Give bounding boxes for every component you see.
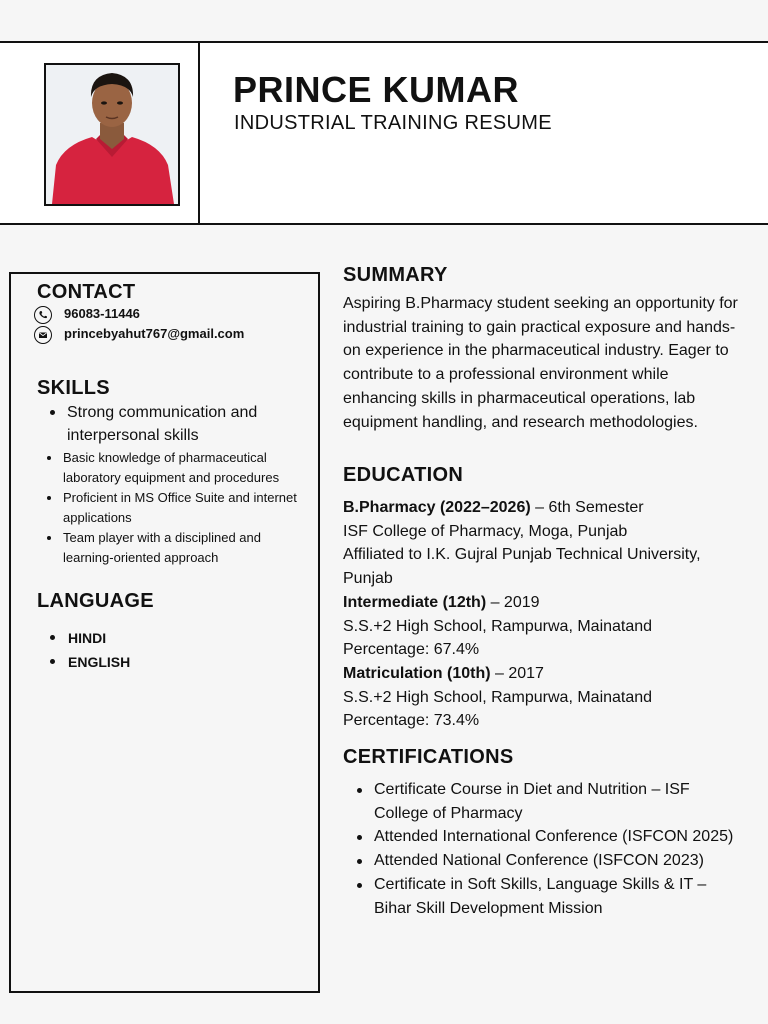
- profile-photo: [44, 63, 180, 206]
- resume-header: [0, 41, 768, 225]
- education-line: Percentage: 67.4%: [343, 641, 480, 659]
- education-degree: Intermediate (12th): [343, 593, 487, 611]
- contact-phone: [34, 306, 140, 324]
- skills-list-primary: [48, 401, 298, 447]
- resume-name: PRINCE KUMAR: [233, 69, 520, 110]
- language-item: HINDI: [48, 626, 130, 650]
- skill-item: Basic knowledge of pharmaceutical laboratory equipment and procedures: [45, 448, 315, 488]
- skills-list-secondary: [45, 448, 315, 568]
- skill-item: Strong communication and interpersonal skills: [48, 401, 298, 447]
- education-line: ISF College of Pharmacy, Moga, Punjab: [343, 522, 628, 540]
- skills-heading: SKILLS: [37, 377, 110, 399]
- certification-item: Certificate Course in Diet and Nutrition – ISF College of Pharmacy: [356, 778, 746, 825]
- education-degree: Matriculation (10th): [343, 664, 491, 682]
- education-heading: EDUCATION: [343, 464, 464, 486]
- contact-phone-text: 96083-11446: [64, 306, 140, 321]
- skill-item: Proficient in MS Office Suite and internet applications: [45, 488, 315, 528]
- contact-email-text: princebyahut767@gmail.com: [64, 326, 245, 341]
- education-entry: [343, 496, 743, 520]
- summary-text: Aspiring B.Pharmacy student seeking an opportunity for industrial training to gain practical exposure and hands-on experience in the pharmaceutical industry. Eager to contribute to a professional environment while enhancing skills in pharmaceutical operations, lab equipment handling, and research methodologies.: [343, 295, 738, 431]
- contact-email: [34, 324, 254, 344]
- education-block: [343, 496, 743, 733]
- language-list: [48, 626, 130, 674]
- language-item: ENGLISH: [48, 650, 130, 674]
- certifications-heading: CERTIFICATIONS: [343, 746, 514, 768]
- certification-item: Certificate in Soft Skills, Language Skills & IT – Bihar Skill Development Mission: [356, 873, 746, 920]
- contact-heading: CONTACT: [37, 281, 136, 303]
- education-line: S.S.+2 High School, Rampurwa, Mainatand: [343, 688, 653, 706]
- certification-item: Attended International Conference (ISFCON 2025): [356, 825, 746, 849]
- education-detail: – 6th Semester: [530, 499, 644, 516]
- phone-icon: [34, 306, 52, 324]
- education-degree: B.Pharmacy (2022–2026): [343, 499, 531, 516]
- email-icon: [34, 326, 52, 344]
- education-line: S.S.+2 High School, Rampurwa, Mainatand: [343, 617, 653, 635]
- header-divider: [198, 43, 200, 223]
- skill-item: Team player with a disciplined and learning-oriented approach: [45, 528, 315, 568]
- education-line: Affiliated to I.K. Gujral Punjab Technical University, Punjab: [343, 546, 701, 588]
- education-line: Percentage: 73.4%: [343, 712, 480, 730]
- education-entry: [343, 591, 743, 615]
- education-detail: – 2019: [486, 593, 540, 611]
- certifications-list: [356, 778, 746, 920]
- summary-heading: SUMMARY: [343, 264, 448, 286]
- education-detail: – 2017: [490, 664, 544, 682]
- language-heading: LANGUAGE: [37, 590, 154, 612]
- profile-photo-image: [46, 65, 178, 204]
- certification-item: Attended National Conference (ISFCON 2023): [356, 849, 746, 873]
- resume-subtitle: INDUSTRIAL TRAINING RESUME: [234, 112, 552, 134]
- education-entry: [343, 662, 743, 686]
